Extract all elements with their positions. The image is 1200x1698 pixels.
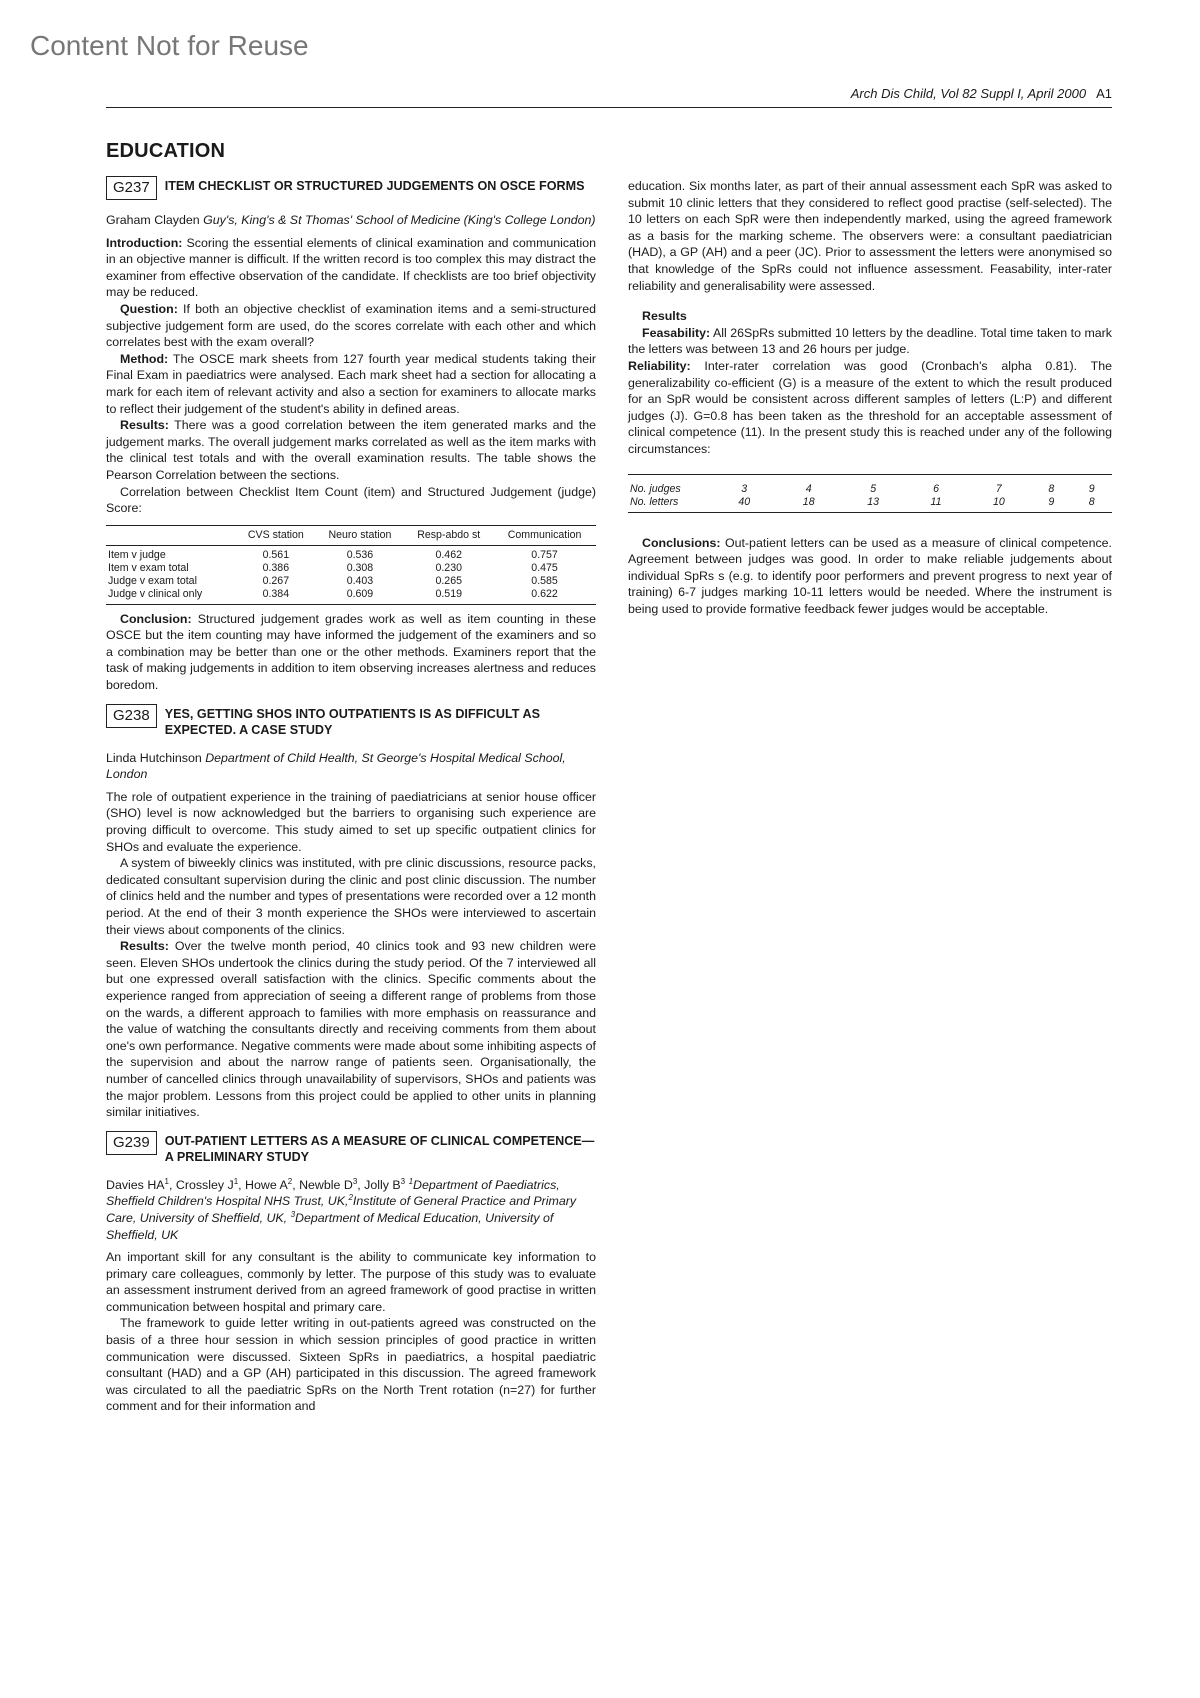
author-superscript: 3 xyxy=(352,1176,358,1186)
table-cell: 0.536 xyxy=(346,548,374,561)
table-cell: 0.230 xyxy=(435,561,462,574)
page-number: A1 xyxy=(1096,86,1112,101)
author-superscript: 1 xyxy=(233,1176,239,1186)
table-cell: Item v exam total xyxy=(108,561,189,574)
paragraph: The role of outpatient experience in the training of paediatricians at senior house officer (SHO) level is now acknowledged but the barriers to organising such experience are proving difficult to overcome. This study aimed to set up specific outpatient clinics for SHOs and evaluate the experience. xyxy=(106,789,596,854)
author-name: , Howe A xyxy=(238,1177,288,1192)
table-row xyxy=(106,588,596,605)
text: Scoring the essential elements of clinical examination and communication in an objective manner is difficult. If the written record is too complex this may distract the examiner from effective observation of the candidate. If checklists are too brief objectivity may be reduced. xyxy=(106,235,596,300)
paragraph xyxy=(106,417,596,483)
author-name: Linda Hutchinson xyxy=(106,750,202,765)
left-column xyxy=(106,176,596,1415)
label: Introduction: xyxy=(106,235,183,250)
table-cell: 0.585 xyxy=(531,574,558,587)
judges-letters-table xyxy=(628,474,1112,513)
table-cell: Item v judge xyxy=(108,548,166,561)
paragraph xyxy=(106,611,596,694)
author-superscript: 3 xyxy=(400,1176,406,1186)
table-cell: 0.462 xyxy=(435,548,462,561)
text: Out-patient letters can be used as a measure of clinical competence. Agreement between judges was good. In order to make reliable judgements about individual SpRs s (e.g. to identify poor performers and prevent progress to next year of training) 6-7 judges marking 10-11 letters would be needed. Where the instrument is being used to provide formative feedback fewer judges would be acceptable. xyxy=(628,535,1112,616)
table-cell: 10 xyxy=(992,495,1005,508)
paragraph: The framework to guide letter writing in out-patients agreed was constructed on the basis of a three hour session in which session principles of good practice in written communication were discussed. Sixteen SpRs in paediatrics, a hospital paediatric consultant (HAD) and a GP (AH) participated in this discussion. The agreed framework was circulated to all the paediatric SpRs on the North Trent rotation (n=27) for further comment and for their information and xyxy=(106,1316,596,1414)
text: All 26SpRs submitted 10 letters by the deadline. Total time taken to mark the letters was between 13 and 26 hours per judge. xyxy=(628,325,1112,357)
table-cell: 18 xyxy=(802,495,815,508)
column-header: Neuro station xyxy=(316,525,405,545)
paragraph xyxy=(628,358,1112,458)
paragraph xyxy=(106,235,596,301)
column-header: Resp-abdo st xyxy=(404,525,493,545)
table-cell: 6 xyxy=(933,482,939,495)
author-affiliation: Department of Child Health, St George's Hospital Medical School, London xyxy=(106,750,566,782)
text: The OSCE mark sheets from 127 fourth year medical students taking their Final Exam in paediatrics were analysed. Each mark sheet had a section for allocating a mark for each item of relevant activity and also a section for examiners to allocate marks to reflect their judgement of the student's ability in defined areas. xyxy=(106,351,596,416)
label: Reliability: xyxy=(628,358,691,373)
label: Method: xyxy=(120,351,169,366)
author-line xyxy=(106,1177,596,1243)
table-cell: 0.384 xyxy=(262,587,290,600)
text: Over the twelve month period, 40 clinics took and 93 new children were seen. Eleven SHOs undertook the clinics during the study period. Of the 7 interviewed all but one expressed overall satisfaction with the clinics. Specific comments about the experience ranged from appreciation of seeing a different range of problems from those on the wards, a different approach to families with more emphasis on reassurance and the value of watching the consultants directly and receiving comments from them about one's own performance. Negative comments were made about some inhibiting aspects of the supervision and about the narrow range of patients seen. Organisationally, the number of cancelled clinics through unavailability of supervisors, SHOs and patients was the major problem. Lessons from this project could be applied to other units in planning similar initiatives. xyxy=(106,939,596,1120)
table-cell: 0.609 xyxy=(346,587,374,600)
table-cell: 0.267 xyxy=(262,574,290,587)
running-head xyxy=(106,86,1112,108)
author-affiliation: $^1$Department of Paediatrics, Sheffield Children's Hospital NHS Trust, UK,$^2$Institute of General Practice and Primary Care, University of Sheffield, UK, $^3$Department of Medical Education, University of Sheffield, UK xyxy=(106,1176,577,1242)
column-header xyxy=(106,525,236,545)
row-label: No. judges xyxy=(630,482,681,495)
author-name: Davies HA xyxy=(106,1177,165,1192)
table-cell: 0.386 xyxy=(262,561,290,574)
abstract-header-g238 xyxy=(106,704,596,738)
section-title: EDUCATION xyxy=(106,140,226,162)
label: Feasability: xyxy=(642,325,711,340)
table-row xyxy=(628,496,1112,513)
correlation-table xyxy=(106,525,596,605)
row-label: No. letters xyxy=(630,495,679,508)
paragraph: education. Six months later, as part of their annual assessment each SpR was asked to submit 10 clinic letters that they considered to reflect good practise (self-selected). The 10 letters on each SpR were then independently marked, using the agreed framework as a basis for the marking scheme. The observers were: a consultant paediatrician (HAD), a GP (AH) and a peer (JC). Prior to assessment the letters were anonymised so that knowledge of the SpRs could not influence assessment. Feasability, inter-rater reliability and generalisability were assessed. xyxy=(628,179,1112,293)
table-cell: 0.475 xyxy=(531,561,558,574)
label: Results: xyxy=(120,418,169,433)
paragraph: An important skill for any consultant is the ability to communicate key information to primary care colleagues, commonly by letter. The purpose of this study was to evaluate an assessment instrument derived from an agreed framework of good practise in written communication between hospital and primary care. xyxy=(106,1250,596,1314)
label: Results: xyxy=(120,939,169,954)
paragraph xyxy=(628,325,1112,358)
author-affiliation: Guy's, King's & St Thomas' School of Medicine (King's College London) xyxy=(203,213,596,227)
table-cell: 8 xyxy=(1048,482,1055,495)
text: If both an objective checklist of examination items and a semi-structured subjective judgement form are used, do the scores correlate with each other and which correlates best with the exam overall? xyxy=(106,301,596,350)
abstract-header-g239 xyxy=(106,1131,596,1165)
table-cell: Judge v exam total xyxy=(108,574,197,587)
abstract-title: ITEM CHECKLIST OR STRUCTURED JUDGEMENTS ON OSCE FORMS xyxy=(164,179,585,193)
abstract-title: OUT-PATIENT LETTERS AS A MEASURE OF CLINICAL COMPETENCE—A PRELIMINARY STUDY xyxy=(164,1133,595,1164)
table-cell: 0.265 xyxy=(435,574,462,587)
paragraph xyxy=(106,351,596,417)
text: Inter-rater correlation was good (Cronbach's alpha 0.81). The generalizability co-efficient (G) is a measure of the extent to which the result produced for an SpR would be consistent across different samples of letters (L:P) and different judges (J). G=0.8 has been taken as the threshold for an acceptable assessment of clinical competence (11). In the present study this is reached under any of the following circumstances: xyxy=(628,358,1112,456)
column-header: CVS station xyxy=(236,525,315,545)
abstract-code: G237 xyxy=(106,176,157,200)
table-cell: 0.622 xyxy=(531,587,558,600)
table-cell: 3 xyxy=(741,482,748,495)
table-header-row xyxy=(106,525,596,545)
watermark: Content Not for Reuse xyxy=(30,30,309,61)
abstract-code: G239 xyxy=(106,1131,157,1155)
table-cell: 0.308 xyxy=(346,561,374,574)
right-column xyxy=(628,178,1112,617)
table-row xyxy=(106,562,596,575)
table-cell: 7 xyxy=(995,482,1002,495)
table-cell: 8 xyxy=(1088,495,1095,508)
table-cell: 9 xyxy=(1048,495,1055,508)
table-cell: 0.757 xyxy=(531,548,558,561)
abstract-header-g237 xyxy=(106,176,596,200)
author-name: Graham Clayden xyxy=(106,213,200,227)
author-name: , Crossley J xyxy=(168,1177,234,1192)
table-cell: 13 xyxy=(867,495,880,508)
table-cell: 11 xyxy=(930,495,942,508)
abstract-title: YES, GETTING SHOS INTO OUTPATIENTS IS AS DIFFICULT AS EXPECTED. A CASE STUDY xyxy=(164,706,540,737)
label: Conclusions: xyxy=(642,535,721,550)
author-name: , Newble D xyxy=(292,1177,353,1192)
table-row xyxy=(628,474,1112,496)
author-line xyxy=(106,212,596,229)
table-cell: 40 xyxy=(738,495,751,508)
table-cell: Judge v clinical only xyxy=(108,587,203,600)
table-cell: 5 xyxy=(870,482,877,495)
column-header: Communication xyxy=(493,525,596,545)
label: Conclusion: xyxy=(120,611,192,626)
journal-citation: Arch Dis Child, Vol 82 Suppl I, April 2000 xyxy=(850,86,1087,101)
table-cell: 0.519 xyxy=(435,587,462,600)
label: Question: xyxy=(120,301,178,316)
text: Structured judgement grades work as well as item counting in these OSCE but the item counting may have informed the judgement of the examiners and so a combination may be better than one or the other methods. Examiners report that the task of making judgements in addition to item observing increases alertness and reduces boredom. xyxy=(106,611,596,693)
table-cell: 0.561 xyxy=(262,548,290,561)
author-superscript: 2 xyxy=(287,1176,293,1186)
table-row xyxy=(106,545,596,562)
author-superscript: 1 xyxy=(164,1176,169,1186)
table-cell: 0.403 xyxy=(346,574,374,587)
table-cell: 9 xyxy=(1088,482,1095,495)
results-heading: Results xyxy=(642,309,687,324)
paragraph: A system of biweekly clinics was instituted, with pre clinic discussions, resource packs, dedicated consultant supervision during the clinic and post clinic discussion. The number of clinics held and the number and types of presentations were recorded over a 12 month period. At the end of their 3 month experience the SHOs were interviewed to ascertain their views about components of the clinics. xyxy=(106,856,596,937)
abstract-code: G238 xyxy=(106,704,157,728)
author-line xyxy=(106,750,596,783)
table-row xyxy=(106,575,596,588)
paragraph: Correlation between Checklist Item Count (item) and Structured Judgement (judge) Score: xyxy=(106,484,596,516)
text: There was a good correlation between the item generated marks and the judgement marks. The overall judgement marks correlated as well as the item marks with the clinical test totals and with the overall examination results. The table shows the Pearson Correlation between the sections. xyxy=(106,418,596,482)
paragraph xyxy=(628,535,1112,618)
paragraph xyxy=(106,301,596,351)
author-name: , Jolly B xyxy=(357,1177,401,1192)
paragraph xyxy=(106,938,596,1121)
table-cell: 4 xyxy=(805,482,812,495)
